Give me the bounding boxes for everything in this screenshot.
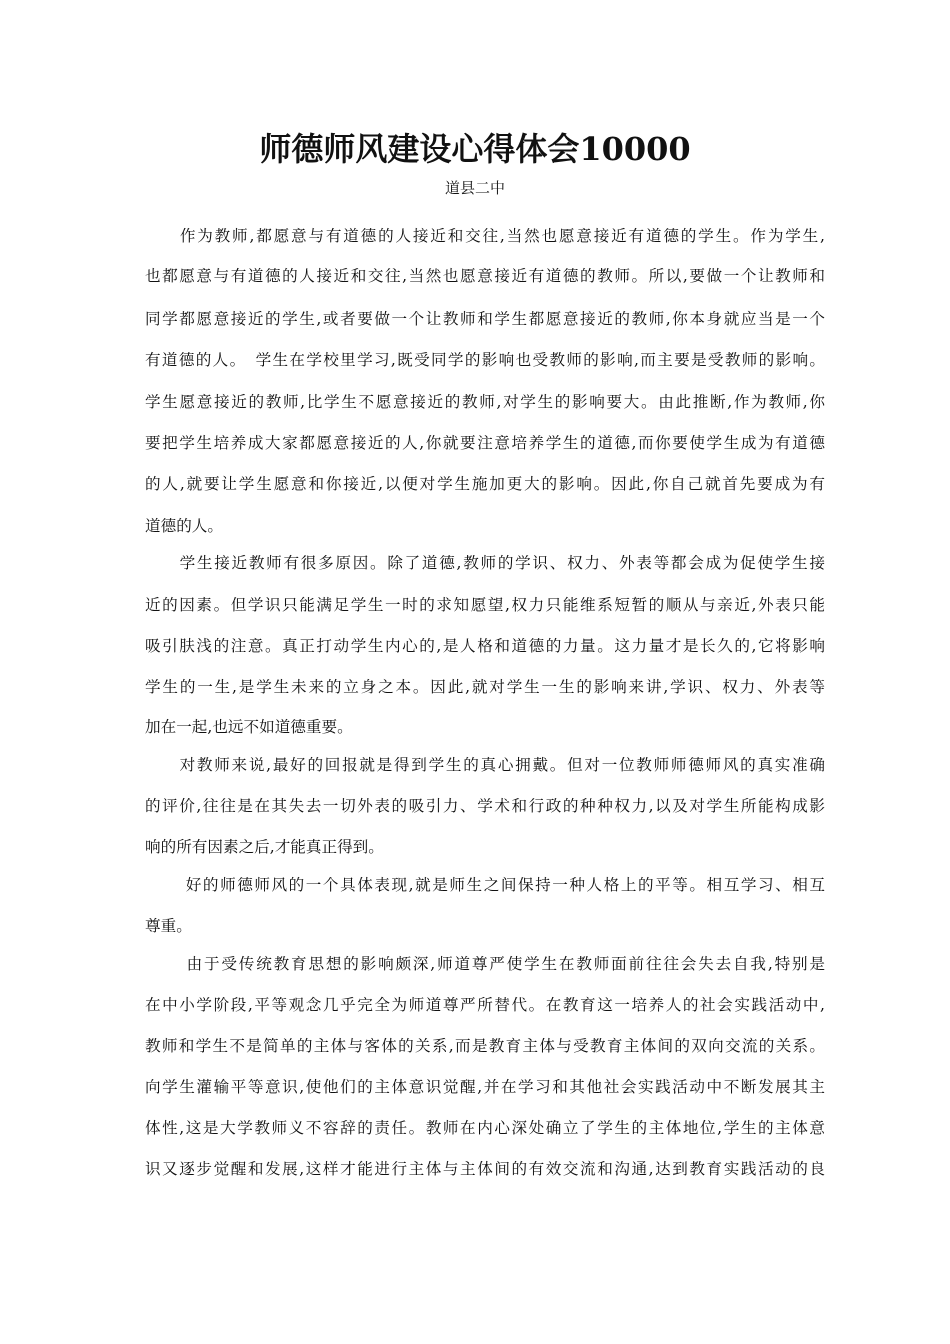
body-line: 体性,这是大学教师义不容辞的责任。教师在内心深处确立了学生的主体地位,学生的主体意	[145, 1119, 825, 1137]
body-line: 向学生灌输平等意识,使他们的主体意识觉醒,并在学习和其他社会实践活动中不断发展其主	[145, 1078, 825, 1096]
body-line: 识又逐步觉醒和发展,这样才能进行主体与主体间的有效交流和沟通,达到教育实践活动的良	[145, 1160, 825, 1178]
body-line: 尊重。	[145, 917, 192, 935]
body-line: 同学都愿意接近的学生,或者要做一个让教师和学生都愿意接近的教师,你本身就应当是一个	[145, 310, 825, 328]
body-line: 加在一起,也远不如道德重要。	[145, 718, 353, 736]
body-line: 响的所有因素之后,才能真正得到。	[145, 838, 384, 856]
body-line: 学生愿意接近的教师,比学生不愿意接近的教师,对学生的影响要大。由此推断,作为教师,你	[145, 393, 825, 411]
body-line: 有道德的人。 学生在学校里学习,既受同学的影响也受教师的影响,而主要是受教师的影响。	[145, 351, 825, 369]
body-line: 在中小学阶段,平等观念几乎完全为师道尊严所替代。在教育这一培养人的社会实践活动中,	[145, 996, 825, 1014]
body-line: 的评价,往往是在其失去一切外表的吸引力、学术和行政的种种权力,以及对学生所能构成影	[145, 797, 825, 815]
body-line: 对教师来说,最好的回报就是得到学生的真心拥戴。但对一位教师师德师风的真实准确	[145, 756, 825, 774]
body-line: 学生的一生,是学生未来的立身之本。因此,就对学生一生的影响来讲,学识、权力、外表等	[145, 678, 825, 696]
body-line: 也都愿意与有道德的人接近和交往,当然也愿意接近有道德的教师。所以,要做一个让教师和	[145, 267, 825, 285]
document-title: 师德师风建设心得体会10000	[259, 130, 691, 168]
body-line: 吸引肤浅的注意。真正打动学生内心的,是人格和道德的力量。这力量才是长久的,它将影响	[145, 637, 825, 655]
body-line: 由于受传统教育思想的影响颇深,师道尊严使学生在教师面前往往会失去自我,特别是	[145, 955, 825, 973]
body-line: 作为教师,都愿意与有道德的人接近和交往,当然也愿意接近有道德的学生。作为学生,	[145, 227, 825, 245]
body-line: 近的因素。但学识只能满足学生一时的求知愿望,权力只能维系短暂的顺从与亲近,外表只能	[145, 596, 825, 614]
body-line: 教师和学生不是简单的主体与客体的关系,而是教育主体与受教育主体间的双向交流的关系。	[145, 1037, 825, 1055]
body-line: 的人,就要让学生愿意和你接近,以便对学生施加更大的影响。因此,你自己就首先要成为有	[145, 475, 825, 493]
body-line: 要把学生培养成大家都愿意接近的人,你就要注意培养学生的道德,而你要使学生成为有道德	[145, 434, 825, 452]
body-line: 学生接近教师有很多原因。除了道德,教师的学识、权力、外表等都会成为促使学生接	[145, 554, 825, 572]
body-line: 道德的人。	[145, 517, 223, 535]
document-author: 道县二中	[444, 179, 505, 197]
body-line: 好的师德师风的一个具体表现,就是师生之间保持一种人格上的平等。相互学习、相互	[145, 876, 825, 894]
